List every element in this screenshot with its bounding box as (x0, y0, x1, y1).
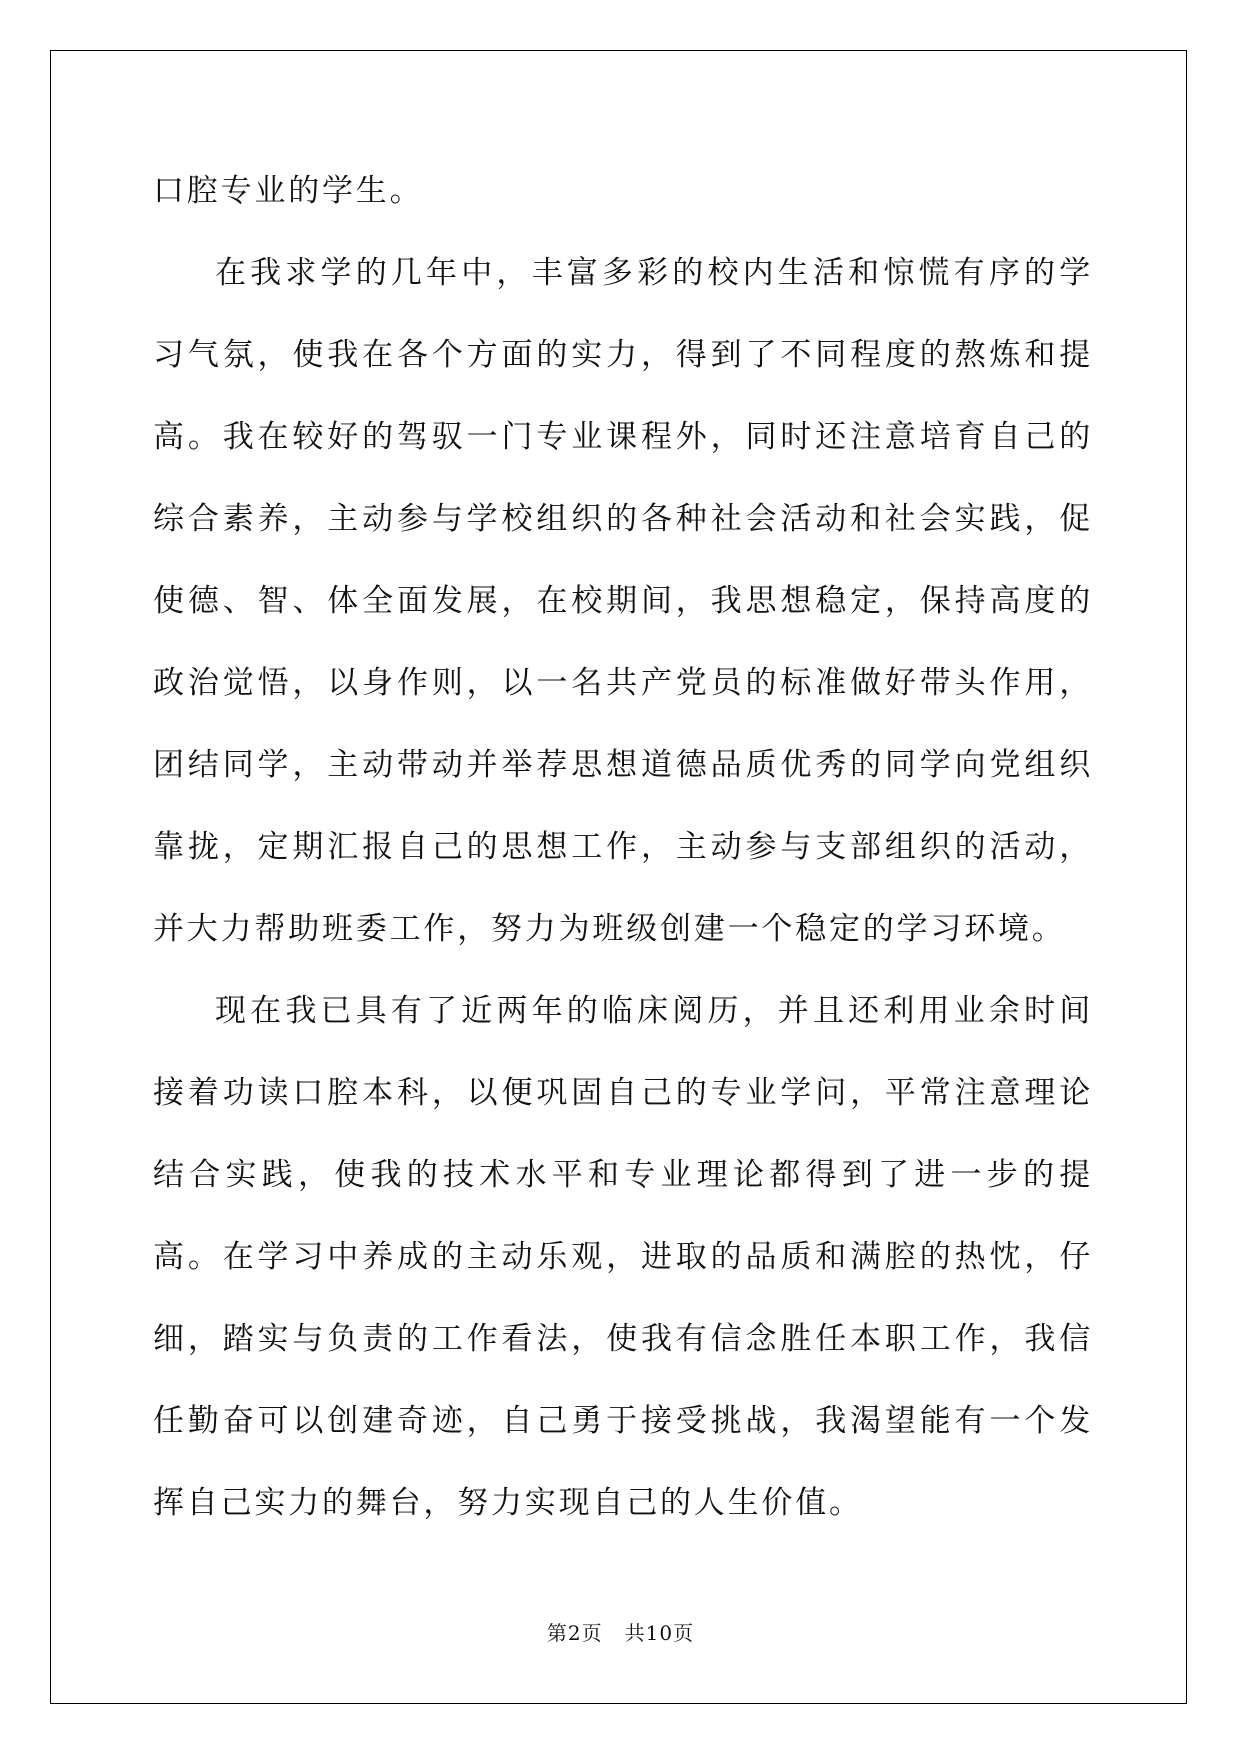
page-footer (0, 1617, 1241, 1646)
paragraph-1: 口腔专业的学生。 (153, 173, 424, 209)
paragraph-2: 在我求学的几年中，丰富多彩的校内生活和惊慌有序的学习气氛，使我在各个方面的实力，得到了不同程度的熬炼和提高。我在较好的驾驭一门专业课程外，同时还注意培育自己的综合素养，主动参与学校组织的各种社会活动和社会实践，促使德、智、体全面发展，在校期间，我思想稳定，保持高度的政治觉悟，以身作则，以一名共产党员的标准做好带头作用，团结同学，主动带动并举荐思想道德品质优秀的同学向党组织靠拢，定期汇报自己的思想工作，主动参与支部组织的活动，并大力帮助班委工作，努力为班级创建一个稳定的学习环境。 (153, 255, 1093, 947)
document-body (153, 150, 1093, 1544)
page-number: 第2页 (546, 1621, 603, 1645)
page-total: 共10页 (624, 1621, 695, 1645)
paragraph-3: 现在我已具有了近两年的临床阅历，并且还利用业余时间接着功读口腔本科，以便巩固自己的专业学问，平常注意理论结合实践，使我的技术水平和专业理论都得到了进一步的提高。在学习中养成的主动乐观，进取的品质和满腔的热忱，仔细，踏实与负责的工作看法，使我有信念胜任本职工作，我信任勤奋可以创建奇迹，自己勇于接受挑战，我渴望能有一个发挥自己实力的舞台，努力实现自己的人生价值。 (153, 993, 1093, 1521)
